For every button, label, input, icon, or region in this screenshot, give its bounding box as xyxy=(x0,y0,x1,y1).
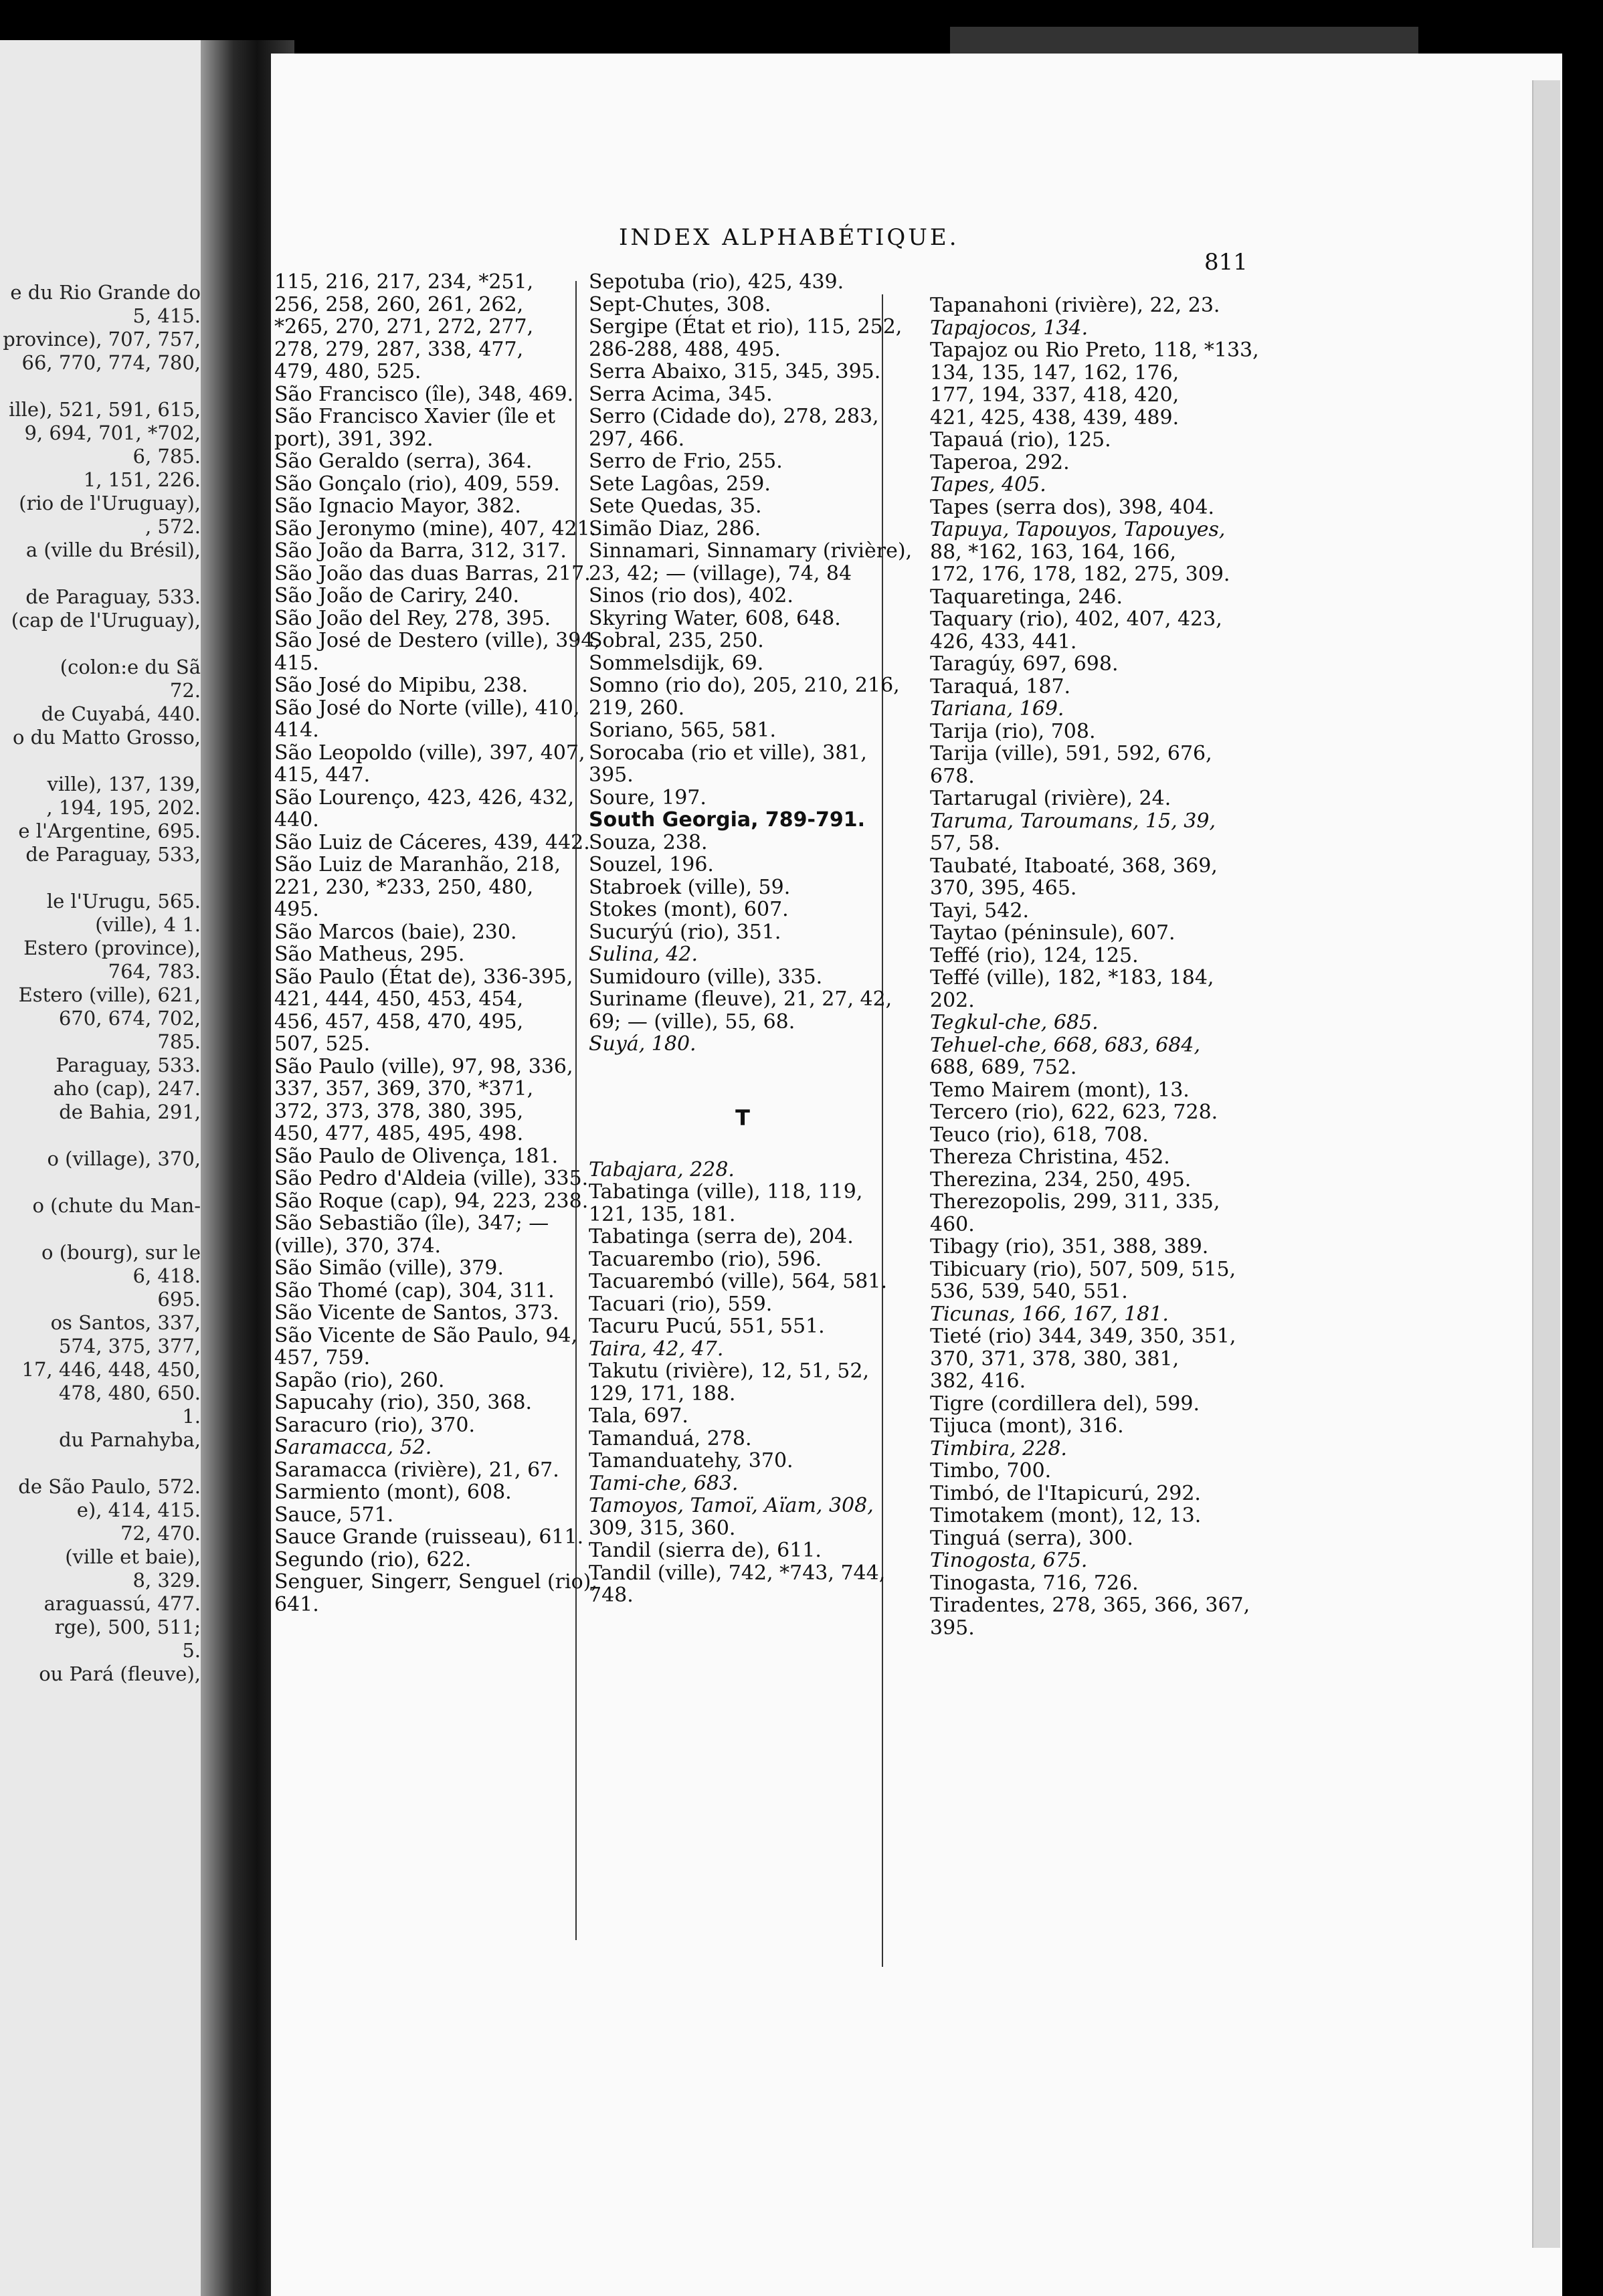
index-entry-line: 297, 466. xyxy=(589,427,685,451)
index-entry-line: Somno (rio do), 205, 210, 216, xyxy=(589,674,900,697)
index-entry-line: 219, 260. xyxy=(589,696,685,720)
fragment-line: , 194, 195, 202. xyxy=(46,796,201,819)
fragment-line: aho (cap), 247. xyxy=(53,1077,201,1100)
index-entry-line: South Georgia, 789-791. xyxy=(589,808,866,832)
page-edge xyxy=(1532,80,1560,2248)
index-entry-line: Tapuya, Tapouyos, Tapouyes, xyxy=(930,518,1226,541)
index-entry-line: Taraquá, 187. xyxy=(930,674,1071,698)
index-entry-line: Takutu (rivière), 12, 51, 52, xyxy=(589,1359,869,1383)
index-entry-line: Tamanduá, 278. xyxy=(589,1426,752,1450)
fragment-line: province), 707, 757, xyxy=(3,328,201,351)
index-entry-line: Taragúy, 697, 698. xyxy=(930,652,1119,676)
index-entry-line: 370, 371, 378, 380, 381, xyxy=(930,1347,1180,1371)
fragment-line: , 572. xyxy=(145,515,201,538)
index-entry-line: 395. xyxy=(930,1616,975,1640)
index-entry-line: São Luiz de Maranhão, 218, xyxy=(274,853,561,876)
index-column-1 xyxy=(274,270,601,1616)
fragment-line xyxy=(0,375,201,398)
index-entry-line: Sete Quedas, 35. xyxy=(589,494,762,518)
index-entry-line: Stabroek (ville), 59. xyxy=(589,875,791,899)
left-page-fragment xyxy=(0,40,227,2296)
fragment-line: e), 414, 415. xyxy=(76,1499,201,1521)
index-entry-line: Sucurýú (rio), 351. xyxy=(589,920,781,944)
index-entry-line: Tigre (cordillera del), 599. xyxy=(930,1392,1200,1416)
index-entry-line: Sinnamari, Sinnamary (rivière), xyxy=(589,539,913,563)
index-entry-line: Serra Abaixo, 315, 345, 395. xyxy=(589,360,881,383)
index-entry-line: Tibicuary (rio), 507, 509, 515, xyxy=(930,1257,1236,1281)
index-entry-line: Tinogasta, 716, 726. xyxy=(930,1571,1139,1595)
index-entry-line: 421, 425, 438, 439, 489. xyxy=(930,405,1180,429)
index-entry-line: Thereza Christina, 452. xyxy=(930,1145,1170,1169)
index-entry-line: 309, 315, 360. xyxy=(589,1516,736,1540)
index-entry-line: 202. xyxy=(930,988,975,1012)
index-entry-line: Tamanduatehy, 370. xyxy=(589,1449,793,1472)
fragment-line: a (ville du Brésil), xyxy=(25,539,201,561)
index-entry-line: 507, 525. xyxy=(274,1032,371,1056)
index-entry-line: Therezina, 234, 250, 495. xyxy=(930,1167,1192,1191)
fragment-line xyxy=(0,1452,201,1475)
fragment-line: de Cuyabá, 440. xyxy=(41,702,201,725)
index-entry-line: Tariana, 169. xyxy=(930,697,1064,721)
index-entry-line: 57, 58. xyxy=(930,832,1000,855)
index-entry-line: 121, 135, 181. xyxy=(589,1202,736,1226)
index-entry-line: 69; — (ville), 55, 68. xyxy=(589,1010,795,1034)
index-entry-line: 129, 171, 188. xyxy=(589,1381,736,1406)
fragment-line: e l'Argentine, 695. xyxy=(18,820,201,842)
index-entry-line: São João das duas Barras, 217. xyxy=(274,561,591,585)
index-entry-line: 172, 176, 178, 182, 275, 309. xyxy=(930,563,1230,586)
index-entry-line xyxy=(589,1056,897,1078)
index-entry-line: 415, 447. xyxy=(274,763,371,787)
fragment-line: de Bahia, 291, xyxy=(59,1101,201,1123)
index-entry-line: 23, 42; — (village), 74, 84 xyxy=(589,561,852,585)
fragment-line: (rio de l'Uruguay), xyxy=(19,492,201,514)
index-entry-line: Sepotuba (rio), 425, 439. xyxy=(589,270,844,294)
fragment-line: ou Pará (fleuve), xyxy=(39,1662,201,1685)
index-entry-line: São Sebastião (île), 347; — xyxy=(274,1212,549,1235)
index-entry-line: Tapajoz ou Rio Preto, 118, *133, xyxy=(930,339,1259,362)
fragment-line: e du Rio Grande do xyxy=(10,281,201,304)
index-entry-line: 415. xyxy=(274,651,319,675)
fragment-line xyxy=(0,562,201,585)
index-entry-line: Suyá, 180. xyxy=(589,1032,696,1056)
index-entry-line: 450, 477, 485, 495, 498. xyxy=(274,1122,524,1145)
fragment-line: Estero (province), xyxy=(23,937,201,959)
index-entry-line: Serro (Cidade do), 278, 283, xyxy=(589,405,879,428)
fragment-line: 785. xyxy=(157,1030,201,1053)
fragment-line: ville), 137, 139, xyxy=(47,773,201,795)
index-entry-line: Taperoa, 292. xyxy=(930,450,1070,474)
index-entry-line: Sept-Chutes, 308. xyxy=(589,292,771,316)
section-letter: T xyxy=(735,1105,750,1131)
fragment-line: 72. xyxy=(169,679,201,702)
fragment-line: de Paraguay, 533. xyxy=(25,585,201,608)
index-entry-line: Taubaté, Itaboaté, 368, 369, xyxy=(930,854,1218,878)
index-entry-line: Teuco (rio), 618, 708. xyxy=(930,1123,1149,1147)
index-entry-line: Tala, 697. xyxy=(589,1404,688,1428)
index-entry-line: Serra Acima, 345. xyxy=(589,382,773,406)
fragment-line: araguassú, 477. xyxy=(43,1592,201,1615)
fragment-line: o (chute du Man- xyxy=(32,1194,201,1217)
index-entry-line: Tapes, 405. xyxy=(930,473,1046,496)
fragment-line xyxy=(0,1124,201,1147)
index-entry-line: São Ignacio Mayor, 382. xyxy=(274,494,521,518)
index-entry-line: 256, 258, 260, 261, 262, xyxy=(274,292,524,316)
index-entry-line: São Gonçalo (rio), 409, 559. xyxy=(274,472,560,496)
fragment-line: 17, 446, 448, 450, xyxy=(21,1358,201,1381)
index-entry-line: São Leopoldo (ville), 397, 407, xyxy=(274,741,585,765)
index-entry-line: São Paulo (ville), 97, 98, 336, xyxy=(274,1054,573,1078)
index-column-2 xyxy=(589,270,913,1607)
fragment-line: de Paraguay, 533, xyxy=(25,843,201,866)
index-entry-line: 177, 194, 337, 418, 420, xyxy=(930,383,1180,407)
index-entry-line: 278, 279, 287, 338, 477, xyxy=(274,337,524,361)
index-entry-line: 395. xyxy=(589,763,634,787)
index-entry-line: 337, 357, 369, 370, *371, xyxy=(274,1077,534,1101)
index-entry-line: Tacuari (rio), 559. xyxy=(589,1292,773,1316)
index-entry-line: São Simão (ville), 379. xyxy=(274,1256,504,1280)
index-entry-line: Temo Mairem (mont), 13. xyxy=(930,1078,1190,1102)
fragment-line: le l'Urugu, 565. xyxy=(46,890,201,913)
index-entry-line: 457, 759. xyxy=(274,1346,371,1369)
fragment-line: ille), 521, 591, 615, xyxy=(9,398,201,421)
index-entry-line: 370, 395, 465. xyxy=(930,876,1077,900)
index-entry-line: Tegkul-che, 685. xyxy=(930,1011,1099,1034)
index-entry-line: Sergipe (État et rio), 115, 252, xyxy=(589,315,903,339)
index-entry-line: Sulina, 42. xyxy=(589,943,698,966)
index-entry-line: Sarmiento (mont), 608. xyxy=(274,1480,512,1504)
index-entry-line: Tapauá (rio), 125. xyxy=(930,428,1111,452)
index-entry-line: 536, 539, 540, 551. xyxy=(930,1280,1128,1303)
index-entry-line: Tabajara, 228. xyxy=(589,1157,735,1181)
index-entry-line: Sapão (rio), 260. xyxy=(274,1368,445,1392)
index-entry-line: 678. xyxy=(930,764,975,788)
index-entry-line: 460. xyxy=(930,1212,975,1236)
index-entry-line: Timbo, 700. xyxy=(930,1459,1052,1482)
index-entry-line: São João de Cariry, 240. xyxy=(274,584,520,607)
fragment-line xyxy=(0,866,201,890)
index-entry-line: Tiradentes, 278, 365, 366, 367, xyxy=(930,1594,1250,1617)
index-entry-line: 115, 216, 217, 234, *251, xyxy=(274,270,534,294)
index-entry-line: Tabatinga (serra de), 204. xyxy=(589,1225,854,1248)
index-entry-line: Saracuro (rio), 370. xyxy=(274,1413,475,1437)
index-entry-line: Sommelsdijk, 69. xyxy=(589,651,764,675)
index-entry-line: São José do Mipibu, 238. xyxy=(274,674,529,697)
fragment-line: 5, 415. xyxy=(132,304,201,327)
index-entry-line: Sauce, 571. xyxy=(274,1503,394,1527)
index-entry-line xyxy=(589,1136,897,1159)
fragment-line: 66, 770, 774, 780, xyxy=(21,351,201,374)
index-entry-line: Tayi, 542. xyxy=(930,898,1029,923)
index-entry-line: Tandil (ville), 742, *743, 744, xyxy=(589,1561,886,1585)
fragment-line: o (village), 370, xyxy=(47,1147,201,1170)
index-entry-line: Saramacca, 52. xyxy=(274,1436,432,1459)
index-entry-line: Soriano, 565, 581. xyxy=(589,719,777,742)
index-entry-line: Sete Lagôas, 259. xyxy=(589,472,771,496)
index-entry-line: 382, 416. xyxy=(930,1369,1026,1393)
index-entry-line: *265, 270, 271, 272, 277, xyxy=(274,315,534,339)
fragment-line: 1, 151, 226. xyxy=(83,468,201,491)
index-entry-line: 688, 689, 752. xyxy=(930,1056,1077,1079)
fragment-line: rge), 500, 511; xyxy=(54,1616,201,1638)
index-entry-line: Souza, 238. xyxy=(589,830,708,854)
fragment-line: de São Paulo, 572. xyxy=(18,1475,201,1498)
left-page-text xyxy=(0,281,201,1686)
index-entry-line: Tehuel-che, 668, 683, 684, xyxy=(930,1033,1200,1057)
index-entry-line: São Jeronymo (mine), 407, 421. xyxy=(274,516,597,541)
index-entry-line: Tieté (rio) 344, 349, 350, 351, xyxy=(930,1325,1236,1348)
index-entry-line: Tabatinga (ville), 118, 119, xyxy=(589,1180,863,1204)
index-entry-line: Serro de Frio, 255. xyxy=(589,450,783,473)
fragment-line xyxy=(0,632,201,656)
fragment-line: 5. xyxy=(182,1639,201,1662)
index-entry-line: 748. xyxy=(589,1584,634,1607)
fragment-line: o du Matto Grosso, xyxy=(12,726,201,749)
index-entry-line: São Geraldo (serra), 364. xyxy=(274,450,533,473)
index-entry-line: (ville), 370, 374. xyxy=(274,1234,442,1258)
index-entry-line: Tercero (rio), 622, 623, 728. xyxy=(930,1101,1218,1124)
fragment-line: (cap de l'Uruguay), xyxy=(11,609,201,632)
index-entry-line: 479, 480, 525. xyxy=(274,360,421,383)
index-entry-line: Stokes (mont), 607. xyxy=(589,898,789,921)
index-entry-line: Teffé (ville), 182, *183, 184, xyxy=(930,966,1214,989)
index-entry-line: Therezopolis, 299, 311, 335, xyxy=(930,1190,1220,1214)
index-column-3 xyxy=(930,294,1259,1640)
index-entry-line: Timbó, de l'Itapicurú, 292. xyxy=(930,1481,1201,1505)
index-entry-line: Tandil (sierra de), 611. xyxy=(589,1539,822,1562)
index-entry-line: Taruma, Taroumans, 15, 39, xyxy=(930,809,1216,833)
index-entry-line: Simão Diaz, 286. xyxy=(589,516,761,541)
index-entry-line: 286-288, 488, 495. xyxy=(589,337,781,361)
index-entry-line: São Vicente de Santos, 373. xyxy=(274,1301,559,1325)
fragment-line: (ville), 4 1. xyxy=(95,913,201,936)
index-entry-line: Tamoyos, Tamoï, Aïam, 308, xyxy=(589,1494,874,1517)
index-entry-line: Senguer, Singerr, Senguel (rio), xyxy=(274,1570,597,1594)
index-entry-line: São Paulo (État de), 336-395, xyxy=(274,965,573,989)
index-entry-line xyxy=(589,1078,897,1101)
index-entry-line: Sinos (rio dos), 402. xyxy=(589,584,793,607)
fragment-line: 670, 674, 702, xyxy=(58,1007,201,1030)
index-entry-line: São José do Norte (ville), 410, xyxy=(274,696,580,720)
index-entry-line: Sapucahy (rio), 350, 368. xyxy=(274,1391,533,1414)
index-entry-line: Teffé (rio), 124, 125. xyxy=(930,943,1139,967)
index-entry-line: Taquaretinga, 246. xyxy=(930,585,1123,609)
index-entry-line: 440. xyxy=(274,808,319,832)
index-entry-line: Tarija (rio), 708. xyxy=(930,719,1096,743)
fragment-line xyxy=(0,1171,201,1194)
index-entry-line: Suriname (fleuve), 21, 27, 42, xyxy=(589,987,892,1011)
index-entry-line: Tacuarembo (rio), 596. xyxy=(589,1247,822,1271)
fragment-line: os Santos, 337, xyxy=(50,1311,201,1334)
index-entry-line: Taira, 42, 47. xyxy=(589,1337,724,1361)
index-entry-line: Tacuru Pucú, 551, 551. xyxy=(589,1315,825,1338)
index-entry-line: Timbira, 228. xyxy=(930,1436,1067,1460)
index-entry-line: São João da Barra, 312, 317. xyxy=(274,539,567,563)
index-entry-line: 134, 135, 147, 162, 176, xyxy=(930,361,1180,385)
index-entry-line: Saramacca (rivière), 21, 67. xyxy=(274,1458,559,1482)
fragment-line: 6, 785. xyxy=(132,445,201,468)
index-entry-line: 426, 433, 441. xyxy=(930,630,1077,654)
index-entry-line: port), 391, 392. xyxy=(274,427,434,451)
fragment-line: 695. xyxy=(157,1288,201,1311)
index-entry-line: Tami-che, 683. xyxy=(589,1471,739,1495)
index-entry-line: São Roque (cap), 94, 223, 238. xyxy=(274,1189,589,1213)
index-entry-line: São Francisco (île), 348, 469. xyxy=(274,382,574,406)
index-entry-line: Tartarugal (rivière), 24. xyxy=(930,787,1171,810)
index-entry-line: São Matheus, 295. xyxy=(274,943,465,966)
index-entry-line: 641. xyxy=(274,1592,319,1616)
index-entry-line: Taytao (péninsule), 607. xyxy=(930,921,1175,945)
index-entry-line: Tarija (ville), 591, 592, 676, xyxy=(930,742,1212,765)
index-entry-line: Tinogosta, 675. xyxy=(930,1549,1088,1572)
index-entry-line: Sauce Grande (ruisseau), 611. xyxy=(274,1525,584,1549)
fragment-line: Estero (ville), 621, xyxy=(18,983,201,1006)
index-entry-line: Sumidouro (ville), 335. xyxy=(589,965,823,989)
index-entry-line: Souzel, 196. xyxy=(589,853,714,876)
fragment-line: 9, 694, 701, *702, xyxy=(24,421,201,444)
index-entry-line: São José de Destero (ville), 394, xyxy=(274,629,601,652)
index-entry-line: Taquary (rio), 402, 407, 423, xyxy=(930,607,1222,631)
index-entry-line: 421, 444, 450, 453, 454, xyxy=(274,987,524,1011)
index-entry-line: Tapajocos, 134. xyxy=(930,316,1089,340)
fragment-line: (colon:e du Sã xyxy=(60,656,201,678)
index-entry-line: São Marcos (baie), 230. xyxy=(274,920,517,944)
index-entry-line: Timotakem (mont), 12, 13. xyxy=(930,1504,1202,1527)
fragment-line: du Parnahyba, xyxy=(59,1428,201,1451)
fragment-line: Paraguay, 533. xyxy=(56,1054,201,1076)
page-number: 811 xyxy=(1204,249,1248,276)
index-entry-line: São Pedro d'Aldeia (ville), 335. xyxy=(274,1167,589,1190)
fragment-line: 8, 329. xyxy=(132,1569,201,1592)
fragment-line xyxy=(0,1218,201,1241)
index-entry-line: Skyring Water, 608, 648. xyxy=(589,606,841,630)
index-entry-line: 414. xyxy=(274,719,319,742)
fragment-line: (ville et baie), xyxy=(65,1545,201,1568)
index-entry-line: 88, *162, 163, 164, 166, xyxy=(930,540,1177,564)
fragment-line: o (bourg), sur le xyxy=(41,1241,201,1264)
index-entry-line: Tinguá (serra), 300. xyxy=(930,1526,1133,1550)
index-entry-line: São Vicente de São Paulo, 94, xyxy=(274,1323,578,1347)
index-entry-line: São Luiz de Cáceres, 439, 442. xyxy=(274,830,590,854)
index-entry-line: 372, 373, 378, 380, 395, xyxy=(274,1099,524,1123)
index-entry-line: Tapanahoni (rivière), 22, 23. xyxy=(930,294,1220,317)
index-entry-line: São Lourenço, 423, 426, 432, xyxy=(274,785,575,809)
index-entry-line: São Paulo de Olivença, 181. xyxy=(274,1144,559,1168)
fragment-line: 764, 783. xyxy=(108,960,201,983)
index-entry-line: São João del Rey, 278, 395. xyxy=(274,606,551,630)
index-entry-line: São Francisco Xavier (île et xyxy=(274,405,555,428)
index-entry-line: Tacuarembó (ville), 564, 581. xyxy=(589,1270,888,1293)
page-title: INDEX ALPHABÉTIQUE. xyxy=(619,224,959,251)
index-entry-line: 221, 230, *233, 250, 480, xyxy=(274,875,534,899)
index-entry-line: Ticunas, 166, 167, 181. xyxy=(930,1302,1169,1326)
index-entry-line: Soure, 197. xyxy=(589,785,706,809)
index-entry-line: São Thomé (cap), 304, 311. xyxy=(274,1278,555,1303)
index-entry-line: Segundo (rio), 622. xyxy=(274,1547,472,1571)
index-entry-line: 456, 457, 458, 470, 495, xyxy=(274,1010,524,1034)
fragment-line: 574, 375, 377, xyxy=(58,1335,201,1357)
index-entry-line: 495. xyxy=(274,898,319,921)
fragment-line: 72, 470. xyxy=(120,1522,201,1545)
fragment-line: 478, 480, 650. xyxy=(58,1381,201,1404)
fragment-line xyxy=(0,749,201,773)
index-entry-line: Tapes (serra dos), 398, 404. xyxy=(930,495,1214,519)
fragment-line: 6, 418. xyxy=(132,1264,201,1287)
fragment-line: 1. xyxy=(182,1405,201,1428)
index-entry-line: Tibagy (rio), 351, 388, 389. xyxy=(930,1235,1209,1258)
index-entry-line: Tijuca (mont), 316. xyxy=(930,1414,1124,1438)
index-entry-line: Sorocaba (rio et ville), 381, xyxy=(589,741,867,765)
index-entry-line: Sobral, 235, 250. xyxy=(589,629,764,652)
